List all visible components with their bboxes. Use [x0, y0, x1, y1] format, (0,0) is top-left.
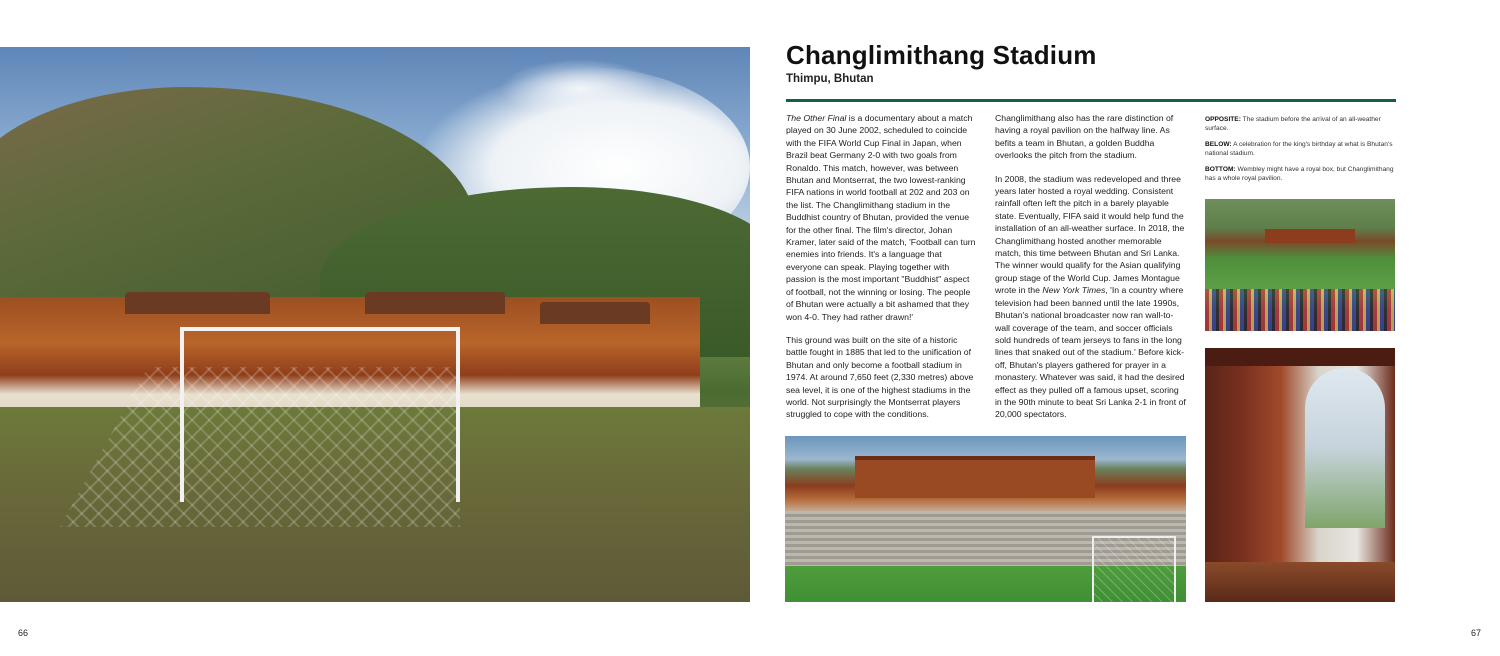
cloud: [500, 59, 660, 119]
caption-label: OPPOSITE:: [1205, 116, 1241, 123]
page-number-left: 66: [18, 628, 29, 638]
article-subtitle: Thimpu, Bhutan: [786, 73, 874, 85]
celebration-photo: [1205, 199, 1395, 331]
photo-captions: [1205, 115, 1395, 189]
pavilion-roof: [365, 292, 505, 314]
paragraph: This ground was built on the site of a historic battle fought in 1885 that led to the unification of Bhutan and only become a football stadium in 1974. At around 7,650 feet (2,330 metres) above sea level, it is one of the highest stadiums in the world. Not surprisingly the Montserrat players struggled to cope with the conditions.: [786, 334, 974, 420]
paragraph-text: In 2008, the stadium was redeveloped and three years later hosted a royal wedding. Consistent rainfall often left the pitch in a barely playable state. Eventually, FIFA said it would help fund the installation of an all-weather surface. In 2018, the Changlimithang hosted another memorable match, this time between Bhutan and Sri Lanka. The winner would qualify for the Asian qualifying group stage of the World Cup. James Montague wrote in the: [995, 173, 1185, 296]
body-column-2: [995, 112, 1187, 432]
publication-name: New York Times: [1042, 285, 1106, 296]
caption-text: The stadium before the arrival of an all-weather surface.: [1205, 116, 1381, 133]
paragraph-text: , 'In a country where television had been banned until the late 1990s, Bhutan's national broadcaster now ran wall-to-wall coverage of the team, and soccer officials sold hundreds of team jerseys to fans in the long lines that snaked out of the stadium.' Before kick-off, Bhutan's players gathered for prayer in a monastery. Whatever was said, it had the desired effect as they pulled off a famous upset, scoring in the 90th minute to beat Sri Lanka 2-1 in front of 20,000 spectators.: [995, 285, 1186, 420]
archway: [1305, 368, 1385, 528]
pavilion-roof: [540, 302, 650, 324]
pavilion-interior-photo: [1205, 348, 1395, 602]
documentary-title: The Other Final: [786, 113, 847, 123]
goal-frame: [180, 327, 460, 502]
paragraph: Changlimithang also has the rare distinction of having a royal pavilion on the halfway line. As befits a team in Bhutan, a golden Buddha overlooks the pitch from the stadium.: [995, 113, 1174, 161]
caption-bottom: [1205, 165, 1395, 184]
title-rule: [786, 99, 1396, 102]
main-stadium-photo: [0, 47, 750, 602]
body-column-1: [786, 112, 978, 432]
ceiling-beam: [1205, 348, 1395, 366]
caption-label: BELOW:: [1205, 140, 1232, 148]
crowd: [1205, 289, 1395, 331]
floor: [1205, 562, 1395, 602]
stadium-stand: [1265, 229, 1355, 243]
caption-below: [1205, 140, 1395, 159]
royal-pavilion: [855, 456, 1095, 498]
page-number-right: 67: [1471, 628, 1482, 638]
caption-opposite: [1205, 115, 1395, 134]
caption-text: Wembley might have a royal box, but Changlimithang has a whole royal pavilion.: [1205, 165, 1394, 183]
caption-text: A celebration for the king's birthday at what is Bhutan's national stadium.: [1205, 140, 1393, 158]
paragraph-text: is a documentary about a match played on 30 June 2002, scheduled to coincide with the FIFA World Cup Final in Japan, when Brazil beat Germany 2-0 with two goals from Ronaldo. This match, however, was between Bhutan and Montserrat, the two lowest-ranking FIFA nations in world football at 202 and 203 on the list. The Changlimithang stadium in the Buddhist country of Bhutan, provided the venue for the other final. The film's director, Johan Kramer, later said of the match, 'Football can turn enemies into friends. It's a language that everyone can speak. Playing together with passion is the most important "Buddhist" aspect of football, not the winning or losing. The people of Bhutan were actually a bit ashamed that they won 4-0. They had rather drawn!': [786, 113, 976, 322]
goal-net: [1092, 536, 1176, 602]
paragraph: [786, 112, 978, 323]
paragraph: [995, 173, 1187, 421]
pavilion-roof: [125, 292, 270, 314]
article-title: Changlimithang Stadium: [786, 40, 1097, 70]
caption-label: BOTTOM:: [1205, 165, 1236, 173]
royal-pavilion-photo: [785, 436, 1186, 602]
